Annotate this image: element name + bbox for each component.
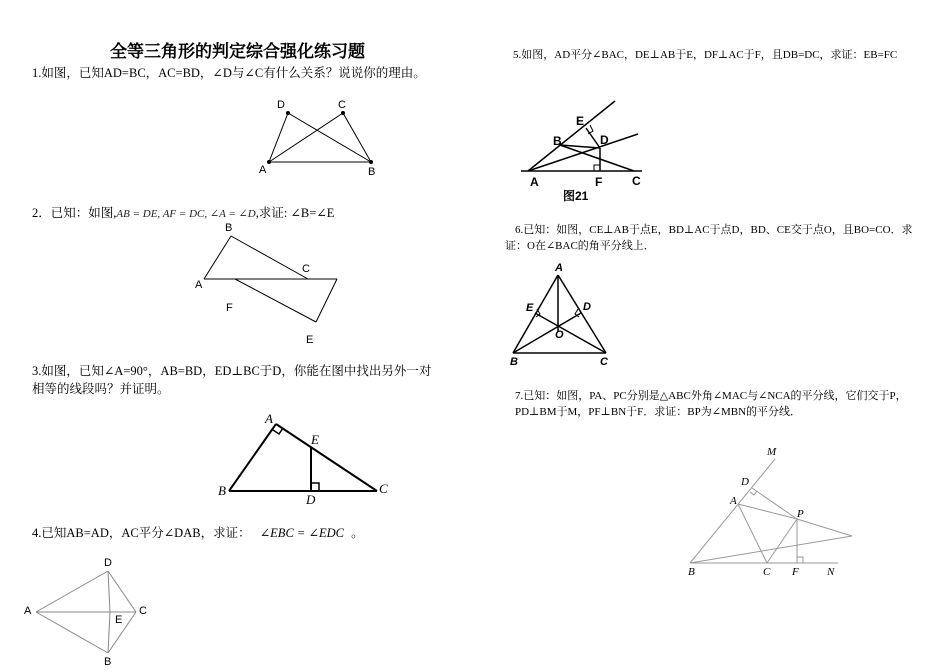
q7-label-d: D [741,476,749,488]
q6-text: 6.已知：如图，CE⊥AB于点E，BD⊥AC于点D，BD、CE交于点O，且BO=CO．求证：O在∠BAC的角平分线上． [505,224,913,252]
q7-label-f: F [792,566,799,578]
q7-label-n: N [827,566,835,578]
q7-label-p: P [797,508,804,520]
q2-label-f: F [226,302,233,314]
q2-prefix: 2．已知：如图, [32,206,117,220]
q1-label-c: C [338,99,346,111]
question-6-text [505,222,925,254]
q7-label-a: A [730,495,737,507]
q5-label-d: D [600,133,609,147]
question-1-text: 1.如图，已知AD=BC，AC=BD，∠D与∠C有什么关系？说说你的理由。 [32,66,426,80]
q6-label-b: B [510,356,518,368]
q4-end: 。 [351,526,364,540]
q5-label-f: F [595,175,603,189]
q5-label-b: B [553,134,562,148]
question-4-text [32,524,364,542]
q4-label-b: B [104,656,112,668]
q5-label-e: E [576,114,585,128]
q7-diagram [0,0,1,1]
q2-condition: AB = DE, AF = DC, ∠A = ∠D [116,208,256,220]
q2-label-a: A [195,279,203,291]
q3-label-e: E [311,432,319,447]
question-2-text [32,204,334,223]
q3-label-a: A [265,411,273,426]
question-3-text: 3.如图，已知∠A=90°，AB=BD，ED⊥BC于D，你能在图中找出另外一对相等的线段吗？并证明。 [32,364,432,396]
page-title: 全等三角形的判定综合强化练习题 [110,42,365,62]
q2-label-b: B [225,222,233,234]
q6-label-c: C [600,356,608,368]
q1-label-a: A [259,164,267,176]
question-5-text: 5.如图，AD平分∠BAC，DE⊥AB于E，DF⊥AC于F，且DB=DC，求证：EB=FC [513,49,898,61]
q4-label-c: C [139,605,147,617]
q4-label-e: E [115,614,123,626]
q4-formula: ∠EBC = ∠EDC [259,526,344,540]
q4-label-d: D [104,557,112,569]
q5-label-c: C [632,174,641,188]
q6-label-e: E [526,302,534,314]
q1-label-b: B [368,166,376,178]
q4-text: 4.已知AB=AD，AC平分∠DAB，求证： [32,526,251,540]
q7-label-b: B [688,566,695,578]
q2-label-c: C [302,263,310,275]
q2-label-e: E [306,334,314,346]
q2-suffix: ,求证: ∠B=∠E [255,206,335,220]
q6-label-o: O [555,329,564,341]
q6-label-d: D [583,301,591,313]
q7-label-m: M [767,446,777,458]
q1-label-d: D [277,99,285,111]
question-7-text: 7.已知：如图，PA、PC分别是△ABC外角∠MAC与∠NCA的平分线，它们交于P，PD⊥BM于M，PF⊥BN于F．求证：BP为∠MBN的平分线． [515,390,907,418]
q7-label-c: C [763,566,771,578]
q3-label-c: C [379,481,388,496]
q3-label-b: B [218,483,226,498]
q5-caption: 图21 [563,189,589,203]
q6-label-a: A [555,262,563,274]
q4-label-a: A [24,605,32,617]
q5-label-a: A [530,175,539,189]
q3-label-d: D [306,492,316,507]
